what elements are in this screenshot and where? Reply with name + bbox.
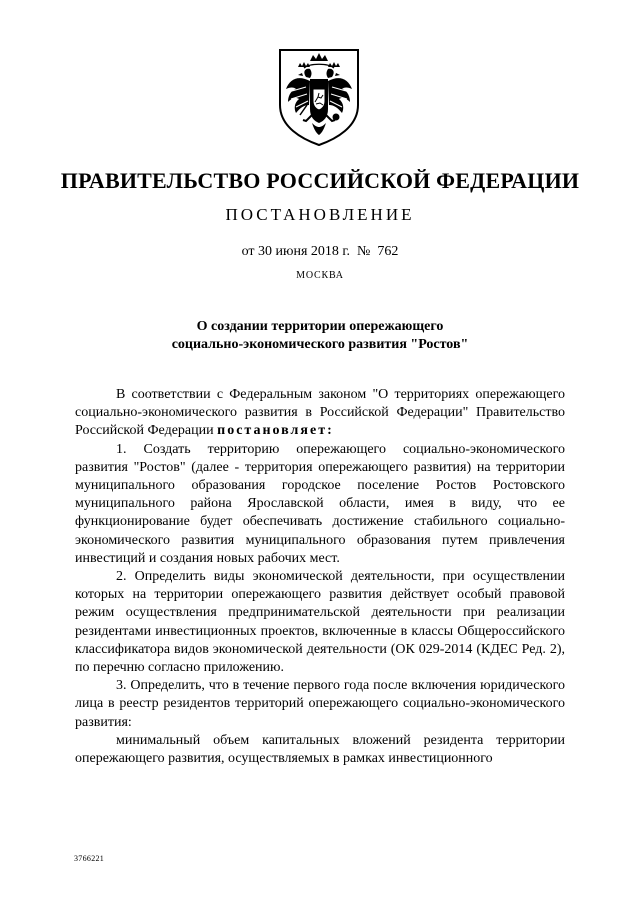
intro-paragraph xyxy=(75,386,565,441)
document-type: ПОСТАНОВЛЕНИЕ xyxy=(225,205,415,224)
intro-emphasis: постановляет: xyxy=(217,423,334,439)
point-3-paragraph: 3. Определить, что в течение первого года после включения юридического лица в реестр резидентов территорий опережающего социально-экономического развития: xyxy=(75,678,565,730)
document-heading xyxy=(0,318,640,354)
heading-line-2: социально-экономического развития "Ростов" xyxy=(171,337,469,352)
document-code: 3766221 xyxy=(74,854,105,863)
intro-text: В соответствии с Федеральным законом "О территориях опережающего социально-экономического развития в Российской Федерации" Правительство Российской Федерации xyxy=(75,387,565,439)
document-body xyxy=(75,386,565,768)
point-1-paragraph: 1. Создать территорию опережающего социально-экономического развития "Ростов" (далее - территория опережающего развития) на территории муниципального образования городское поселение Ростов Ростовского муниципального района Ярославской области, имея в виду, что ее функционирование будет обеспечивать достижение стабильного социально-экономического развития муниципального образования путем привлечения инвестиций и создания новых рабочих мест. xyxy=(75,441,565,566)
document-date-number: от 30 июня 2018 г. № 762 xyxy=(241,244,399,259)
point-3-subparagraph: минимальный объем капитальных вложений резидента территории опережающего развития, осуществляемых в рамках инвестиционного xyxy=(75,732,565,767)
heading-line-1: О создании территории опережающего xyxy=(196,319,444,334)
document-city: МОСКВА xyxy=(296,270,344,281)
point-2-paragraph: 2. Определить виды экономической деятельности, при осуществлении которых на территории опережающего развития действует особый правовой режим осуществления предпринимательской деятельности при реализации резидентами инвестиционных проектов, включенные в классы Общероссийского классификатора видов экономической деятельности (ОК 029-2014 (КДЕС Ред. 2), по перечню согласно приложению. xyxy=(75,569,565,676)
government-title: ПРАВИТЕЛЬСТВО РОССИЙСКОЙ ФЕДЕРАЦИИ xyxy=(60,168,580,193)
coat-of-arms-icon xyxy=(276,47,362,147)
